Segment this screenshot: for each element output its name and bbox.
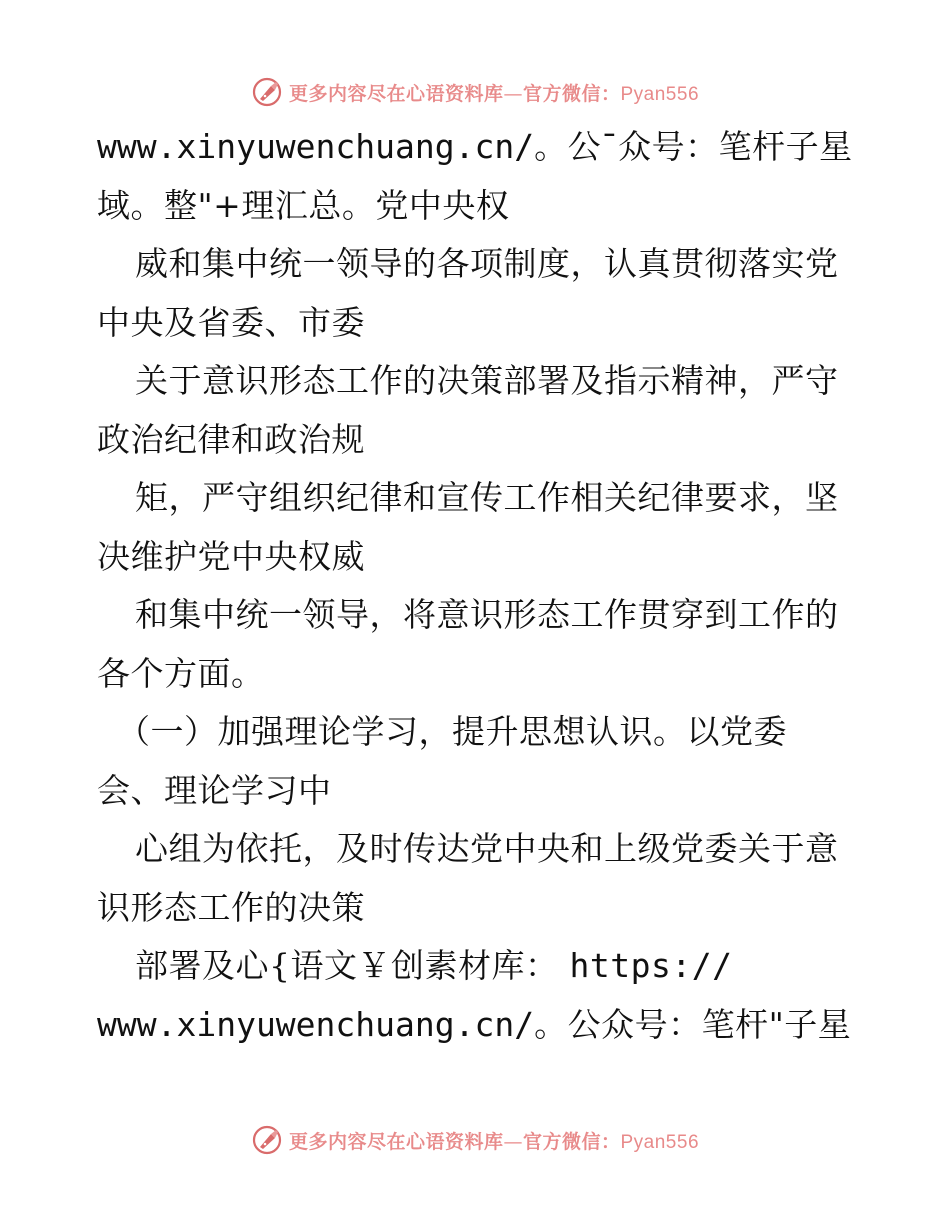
footer-banner-sep: — (503, 1130, 523, 1153)
body-line-15 (97, 937, 857, 996)
body-line-6: 政治纪律和政治规 (97, 419, 365, 459)
header-banner-sep: — (503, 82, 523, 105)
body-line-8: 决维护党中央权威 (97, 536, 365, 576)
body-line-5: 关于意识形态工作的决策部署及指示精神，严守 (135, 361, 839, 400)
body-line-13: 心组为依托，及时传达党中央和上级党委关于意 (135, 829, 839, 868)
body-line-7: 矩，严守组织纪律和宣传工作相关纪律要求，坚 (135, 478, 839, 517)
body-line-3: 威和集中统一领导的各项制度，认真贯彻落实党 (135, 244, 839, 283)
body-line-14: 识形态工作的决策 (97, 887, 365, 927)
body-line-15-url: https:// (569, 946, 733, 985)
pen-nib-circle-icon (251, 76, 283, 108)
body-line-15-cn: 部署及心{语文￥创素材库： (135, 946, 559, 985)
header-banner-wechat-id: Pyan556 (620, 83, 700, 105)
body-line-1 (97, 118, 857, 177)
body-line-4: 中央及省委、市委 (97, 302, 365, 342)
body-line-12: 会、理论学习中 (97, 770, 332, 810)
header-banner-cn: 更多内容尽在心语资料库 (288, 82, 504, 105)
footer-banner-text (289, 1127, 699, 1154)
header-banner-wechat-label: 官方微信： (522, 82, 621, 105)
footer-banner-wechat-id: Pyan556 (620, 1131, 700, 1153)
header-banner (0, 72, 950, 112)
document-body (97, 118, 857, 1054)
pen-nib-circle-icon (251, 1124, 283, 1156)
body-line-1-rest: 。公¯众号：笔杆子星 (534, 127, 853, 166)
body-line-2: 域。整"+理汇总。党中央权 (97, 185, 510, 225)
body-line-16-rest: 。公众号：笔杆"子星 (534, 1004, 852, 1044)
body-line-16-url: www.xinyuwenchuang.cn/ (97, 1004, 535, 1044)
body-line-16 (97, 996, 857, 1055)
body-line-9: 和集中统一领导，将意识形态工作贯穿到工作的 (135, 595, 839, 634)
footer-banner (0, 1120, 950, 1160)
body-line-10: 各个方面。 (97, 653, 265, 693)
footer-banner-wechat-label: 官方微信： (522, 1130, 621, 1153)
header-banner-text (289, 79, 699, 106)
footer-banner-cn: 更多内容尽在心语资料库 (288, 1130, 504, 1153)
body-line-11: （一）加强理论学习，提升思想认识。以党委 (117, 712, 787, 751)
body-line-1-url: www.xinyuwenchuang.cn/ (97, 127, 535, 166)
